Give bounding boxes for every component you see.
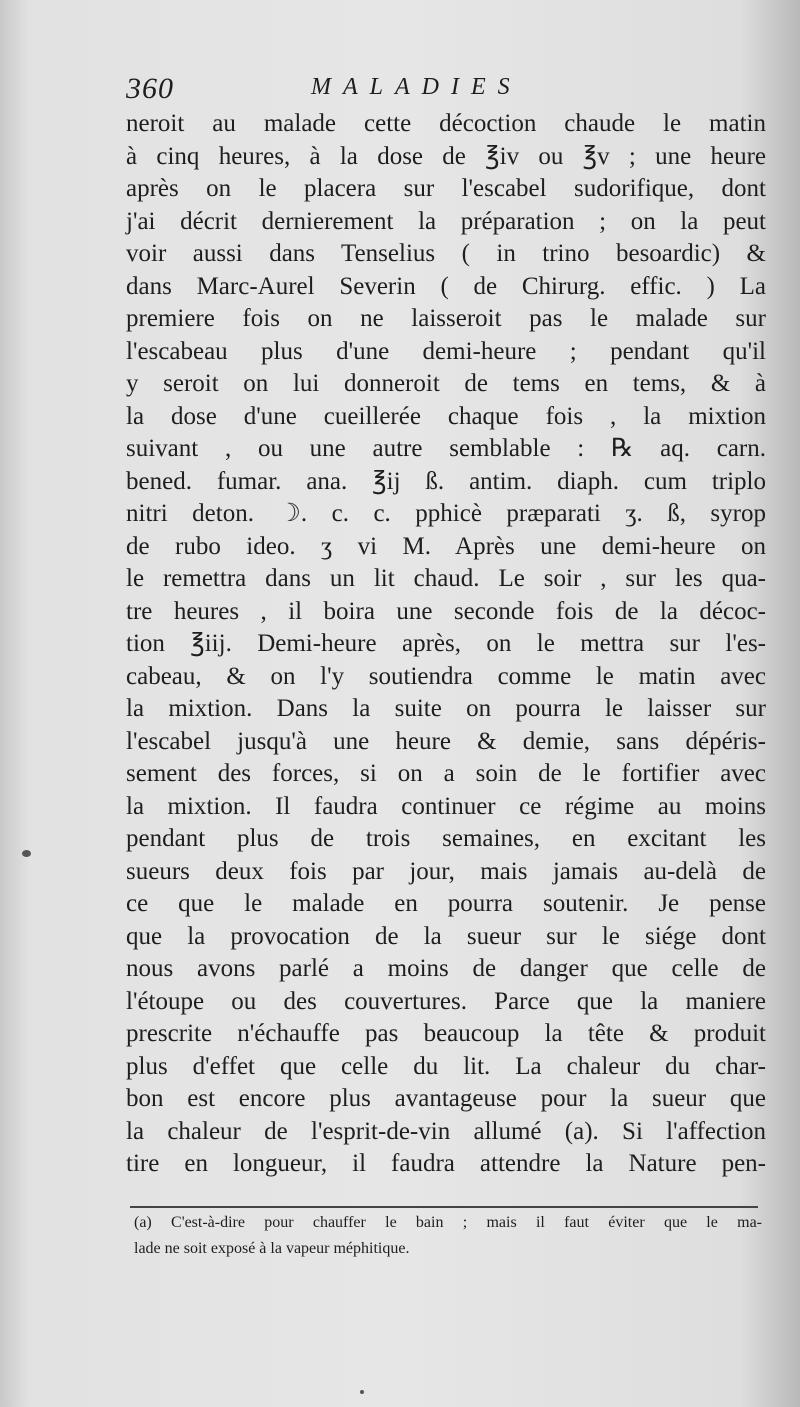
- body-text: [126, 108, 766, 1181]
- text-line: nitri deton. ☽. c. c. pphicè præparati ʒ. ß, syrop: [126, 500, 766, 527]
- text-line: la mixtion. Dans la suite on pourra le laisser sur: [126, 695, 766, 722]
- text-line: tre heures , il boira une seconde fois de la décoc-: [126, 597, 766, 625]
- page-number: 360: [126, 72, 174, 105]
- text-line: pendant plus de trois semaines, en excitant les: [126, 825, 766, 852]
- footnotes: [134, 1210, 762, 1262]
- text-line: tire en longueur, il faudra attendre la Nature pen-: [126, 1150, 766, 1177]
- text-line: neroit au malade cette décoction chaude le matin: [126, 110, 766, 137]
- text-line: ce que le malade en pourra soutenir. Je pense: [126, 890, 766, 917]
- ink-speck: [22, 850, 31, 857]
- text-line: l'escabel jusqu'à une heure & demie, sans dépéris-: [126, 727, 766, 755]
- text-line: nous avons parlé a moins de danger que celle de: [126, 955, 766, 982]
- text-line: après on le placera sur l'escabel sudorifique, dont: [126, 175, 766, 202]
- footnote-line: (a) C'est-à-dire pour chauffer le bain ; mais il faut éviter que le ma-: [134, 1214, 762, 1231]
- text-line: premiere fois on ne laisseroit pas le malade sur: [126, 305, 766, 332]
- text-line: la chaleur de l'esprit-de-vin allumé (a). Si l'affection: [126, 1117, 766, 1145]
- text-line: l'étoupe ou des couvertures. Parce que la maniere: [126, 987, 766, 1015]
- text-line: bened. fumar. ana. ℥ij ß. antim. diaph. cum triplo: [126, 467, 766, 495]
- text-line: suivant , ou une autre semblable : ℞ aq. carn.: [126, 435, 766, 462]
- text-line: que la provocation de la sueur sur le siége dont: [126, 922, 766, 950]
- text-line: l'escabeau plus d'une demi-heure ; pendant qu'il: [126, 337, 766, 365]
- text-line: la dose d'une cueillerée chaque fois , la mixtion: [126, 402, 766, 430]
- text-line: prescrite n'échauffe pas beaucoup la tête & produit: [126, 1020, 766, 1047]
- text-line: voir aussi dans Tenselius ( in trino besoardic) &: [126, 240, 766, 267]
- footnote-line: lade ne soit exposé à la vapeur méphitique.: [134, 1240, 410, 1257]
- text-line: la mixtion. Il faudra continuer ce régime au moins: [126, 792, 766, 820]
- text-line: le remettra dans un lit chaud. Le soir , sur les qua-: [126, 565, 766, 592]
- text-line: y seroit on lui donneroit de tems en tems, & à: [126, 370, 766, 397]
- text-line: j'ai décrit dernierement la préparation ; on la peut: [126, 207, 766, 235]
- text-line: de rubo ideo. ʒ vi M. Après une demi-heure on: [126, 532, 766, 560]
- running-head: [126, 72, 766, 112]
- text-line: tion ℥iij. Demi-heure après, on le mettra sur l'es-: [126, 630, 766, 657]
- text-line: à cinq heures, à la dose de ℥iv ou ℥v ; une heure: [126, 142, 766, 170]
- text-line: bon est encore plus avantageuse pour la sueur que: [126, 1085, 766, 1112]
- text-line: dans Marc-Aurel Severin ( de Chirurg. effic. ) La: [126, 272, 766, 300]
- text-line: sement des forces, si on a soin de le fortifier avec: [126, 760, 766, 787]
- text-line: plus d'effet que celle du lit. La chaleur du char-: [126, 1052, 766, 1080]
- footnote-divider: [130, 1206, 758, 1208]
- running-head-title: MALADIES: [311, 74, 522, 100]
- text-line: cabeau, & on l'y soutiendra comme le matin avec: [126, 662, 766, 690]
- ink-speck: [360, 1390, 364, 1394]
- text-line: sueurs deux fois par jour, mais jamais au-delà de: [126, 857, 766, 885]
